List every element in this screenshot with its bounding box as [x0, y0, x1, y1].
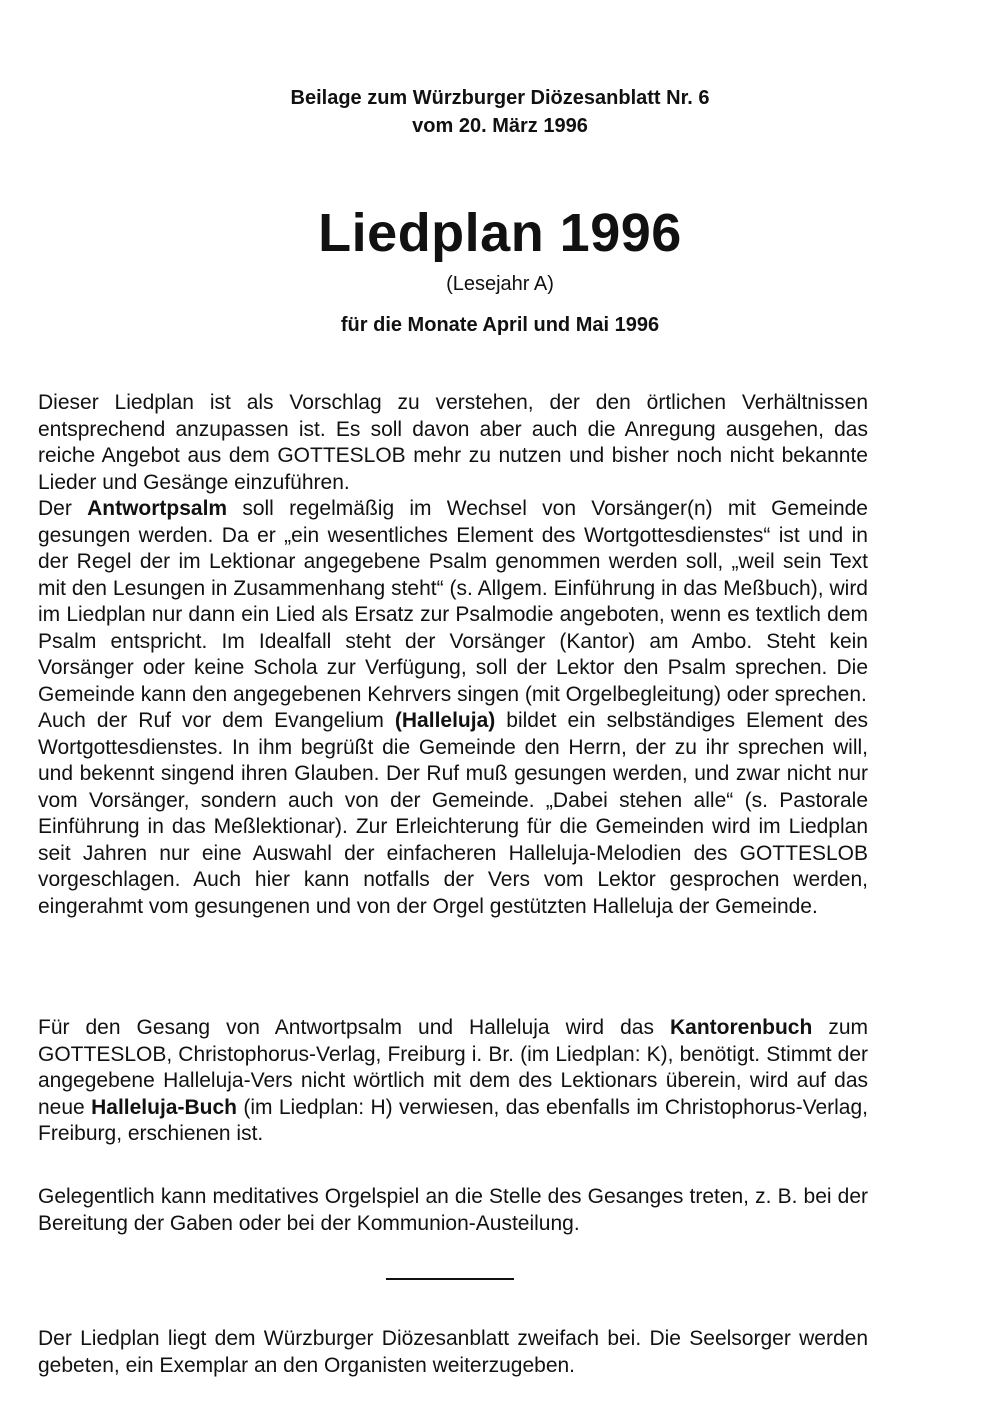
antwortpsalm-term: Antwortpsalm	[87, 497, 228, 520]
halleluja-buch-term: Halleluja-Buch	[91, 1095, 237, 1119]
text-fragment: (im Liedplan: H) verwiesen, das ebenfalls im Christophorus-Verlag, Freiburg, erschienen ist.	[38, 1095, 868, 1145]
text-fragment: Der	[38, 497, 88, 520]
text-fragment: Auch der Ruf vor dem Evangelium	[38, 709, 395, 732]
text-fragment: soll regelmäßig im Wechsel von Vorsänger(n) mit Gemeinde gesungen werden. Da er „ein wesentliches Element des Wortgottesdienstes“ ist und in der Regel der im Lektionar angegebene Psalm genommen werden soll, „weil sein Text mit den Lesungen in Zusammenhang steht“ (s. Allgem. Einführung in das Meßbuch), wird im Liedplan nur dann ein Lied als Ersatz zur Psalmodie angeboten, wenn es textlich dem Psalm entspricht. Im Idealfall steht der Vorsänger (Kantor) am Ambo. Steht kein Vorsänger oder keine Schola zur Verfügung, soll der Lektor den Psalm sprechen. Die Gemeinde kann den angegebenen Kehrvers singen (mit Orgelbegleitung) oder sprechen.	[38, 497, 868, 706]
separator-rule	[386, 1278, 514, 1280]
footer-paragraph: Der Liedplan liegt dem Würzburger Diözesanblatt zweifach bei. Die Seelsorger werden gebeten, ein Exemplar an den Organisten weiterzugeben.	[38, 1327, 868, 1377]
document-header	[0, 84, 1000, 140]
orgelspiel-section	[38, 1184, 868, 1237]
kantorenbuch-paragraph	[38, 1015, 868, 1148]
months-heading: für die Monate April und Mai 1996	[340, 314, 660, 336]
orgelspiel-paragraph: Gelegentlich kann meditatives Orgelspiel an die Stelle des Gesanges treten, z. B. bei der Bereitung der Gaben oder bei der Kommunion-Austeilung.	[38, 1185, 868, 1235]
page-title: Liedplan 1996	[318, 203, 682, 263]
header-line-2: vom 20. März 1996	[412, 115, 588, 137]
footer-section	[38, 1326, 868, 1379]
kantorenbuch-section	[38, 1015, 868, 1148]
kantorenbuch-term: Kantorenbuch	[669, 1016, 813, 1039]
text-fragment: zum GOTTESLOB, Christophorus-Verlag, Freiburg i. Br. (im Liedplan: K), benötigt. Stimmt der angegebene Halleluja-Vers nicht wörtlich mit dem des Lektionars überein, wird auf das neue	[38, 1016, 869, 1119]
intro-section	[38, 390, 868, 920]
antwortpsalm-paragraph	[38, 496, 868, 708]
halleluja-term: (Halleluja)	[394, 709, 496, 732]
text-fragment: Für den Gesang von Antwortpsalm und Halleluja wird das	[38, 1016, 670, 1039]
halleluja-paragraph	[38, 708, 868, 920]
text-fragment: bildet ein selbständiges Element des Wortgottesdienstes. In ihm begrüßt die Gemeinde den Herrn, der zu ihr sprechen will, und bekennt singend ihren Glauben. Der Ruf muß gesungen werden, und zwar nicht nur vom Vorsänger, sondern auch von der Gemeinde. „Dabei stehen alle“ (s. Pastorale Einführung in das Meßlektionar). Zur Erleichterung für die Gemeinden wird im Liedplan seit Jahren nur eine Auswahl der einfacheren Halleluja-Melodien des GOTTESLOB vorgeschlagen. Auch hier kann notfalls der Vers vom Lektor gesprochen werden, eingerahmt vom gesungenen und von der Orgel gestützten Halleluja der Gemeinde.	[38, 709, 868, 918]
page-subtitle: (Lesejahr A)	[446, 273, 554, 295]
intro-paragraph: Dieser Liedplan ist als Vorschlag zu verstehen, der den örtlichen Verhältnissen entsprechend anzupassen ist. Es soll davon aber auch die Anregung ausgehen, das reiche Angebot aus dem GOTTESLOB mehr zu nutzen und bisher noch nicht bekannte Lieder und Gesänge einzuführen.	[38, 391, 868, 494]
header-line-1: Beilage zum Würzburger Diözesanblatt Nr. 6	[290, 87, 710, 109]
